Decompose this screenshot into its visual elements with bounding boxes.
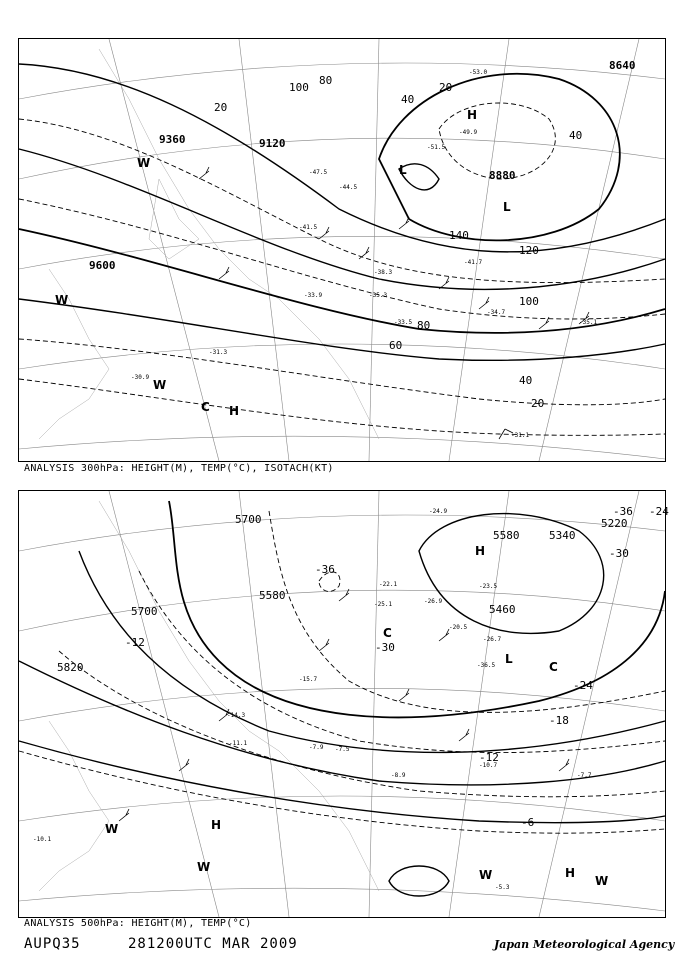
isotach-label: 80 — [319, 74, 333, 87]
isotach-label: 120 — [519, 244, 539, 257]
temp-value: -35.3 — [369, 292, 388, 299]
low-symbol: L — [399, 163, 407, 177]
temp-value: -35.1 — [579, 319, 598, 326]
high-symbol: H — [229, 404, 240, 418]
high-symbol: H — [475, 544, 486, 558]
warm-symbol: W — [197, 860, 211, 874]
height-label: 5820 — [57, 661, 84, 674]
caption-300hpa: ANALYSIS 300hPa: HEIGHT(M), TEMP(°C), ISOTACH(KT) — [24, 463, 334, 474]
height-label: 5460 — [489, 603, 516, 616]
map-300hpa — [18, 38, 666, 462]
wind-barbs — [119, 589, 569, 821]
isotach-label: 20 — [439, 81, 453, 94]
temp-value: -33.9 — [304, 292, 323, 299]
temp-contour-label: -36 — [613, 505, 633, 518]
height-label: 5700 — [235, 513, 262, 526]
temp-contour-label: -24 — [573, 679, 593, 692]
temp-value: -25.1 — [374, 601, 393, 608]
temp-value: -41.7 — [464, 259, 483, 266]
graticule — [19, 39, 665, 461]
temp-value: -22.1 — [379, 581, 398, 588]
height-label: 9360 — [159, 133, 186, 146]
temp-contour-label: -30 — [375, 641, 395, 654]
temp-contour-label: -12 — [125, 636, 145, 649]
temp-value: -34.7 — [487, 309, 506, 316]
temp-value: -44.5 — [339, 184, 358, 191]
warm-symbol: W — [153, 378, 167, 392]
graticule — [19, 491, 665, 917]
isotach-label: 100 — [519, 295, 539, 308]
temp-value: -5.3 — [495, 884, 510, 891]
warm-symbol: W — [479, 868, 493, 882]
temp-value: -30.9 — [131, 374, 150, 381]
map-500hpa-canvas — [19, 491, 669, 917]
isotach-label: 20 — [214, 101, 228, 114]
temp-value: -47.5 — [309, 169, 328, 176]
temp-contour-label: -36 — [315, 563, 335, 576]
valid-time: 281200UTC MAR 2009 — [128, 936, 298, 952]
temp-value: -7.9 — [309, 744, 324, 751]
low-symbol: L — [503, 200, 511, 214]
coastline — [39, 501, 379, 891]
high-symbol: H — [211, 818, 222, 832]
temp-contour-label: -18 — [549, 714, 569, 727]
agency-name: Japan Meteorological Agency — [494, 938, 675, 951]
isotach-label: 100 — [289, 81, 309, 94]
isotach-label: 60 — [389, 339, 403, 352]
temp-value: -7.5 — [335, 746, 350, 753]
height-label: 5580 — [259, 589, 286, 602]
caption-500hpa: ANALYSIS 500hPa: HEIGHT(M), TEMP(°C) — [24, 918, 252, 929]
height-label: 9600 — [89, 259, 116, 272]
temp-contour-label: -12 — [479, 751, 499, 764]
temp-value: -41.5 — [299, 224, 318, 231]
temp-value: -11.1 — [229, 740, 248, 747]
temp-value: -26.9 — [424, 598, 443, 605]
temp-contour-label: -24 — [649, 505, 669, 518]
height-label: 5580 — [493, 529, 520, 542]
temp-value: -26.7 — [483, 636, 502, 643]
temp-value: -38.3 — [374, 269, 393, 276]
warm-symbol: W — [55, 293, 69, 307]
cold-symbol: C — [201, 400, 210, 414]
low-symbol: L — [505, 652, 513, 666]
temp-value: -15.7 — [299, 676, 318, 683]
temperature-contours — [19, 511, 665, 833]
temp-value: -51.5 — [427, 144, 446, 151]
temp-value: -8.9 — [391, 772, 406, 779]
isotach-label: 80 — [417, 319, 431, 332]
warm-symbol: W — [105, 822, 119, 836]
isotach-label: 40 — [401, 93, 415, 106]
map-500hpa — [18, 490, 669, 918]
temp-value: -7.7 — [577, 772, 592, 779]
temp-value: -14.3 — [227, 712, 246, 719]
cold-symbol: C — [549, 660, 558, 674]
chart-code: AUPQ35 — [24, 936, 81, 952]
isotach-label: 140 — [449, 229, 469, 242]
temp-contour-label: -30 — [609, 547, 629, 560]
high-symbol: H — [467, 108, 478, 122]
temp-value: -53.0 — [469, 69, 488, 76]
height-label: 5700 — [131, 605, 158, 618]
temp-value: -20.5 — [449, 624, 468, 631]
height-contours — [19, 64, 665, 360]
coastline — [39, 49, 379, 439]
height-label: 5340 — [549, 529, 576, 542]
temp-value: -24.9 — [429, 508, 448, 515]
height-label: 5220 — [601, 517, 628, 530]
temp-value: -23.5 — [479, 583, 498, 590]
isotach-label: 20 — [531, 397, 545, 410]
height-label: 9120 — [259, 137, 286, 150]
temp-value: -31.1 — [511, 432, 530, 439]
temp-value: -33.5 — [394, 319, 413, 326]
warm-symbol: W — [595, 874, 609, 888]
high-symbol: H — [565, 866, 576, 880]
map-300hpa-canvas — [19, 39, 665, 461]
isotach-label: 40 — [569, 129, 583, 142]
height-label: 8640 — [609, 59, 636, 72]
temp-value: -10.1 — [33, 836, 52, 843]
temp-value: -10.7 — [479, 762, 498, 769]
temp-contour-label: -6 — [521, 816, 535, 829]
height-label: 8880 — [489, 169, 516, 182]
isotach-label: 40 — [519, 374, 533, 387]
temp-value: -36.5 — [477, 662, 496, 669]
cold-symbol: C — [383, 626, 392, 640]
temp-value: -31.3 — [209, 349, 228, 356]
warm-symbol: W — [137, 156, 151, 170]
temp-value: -49.9 — [459, 129, 478, 136]
